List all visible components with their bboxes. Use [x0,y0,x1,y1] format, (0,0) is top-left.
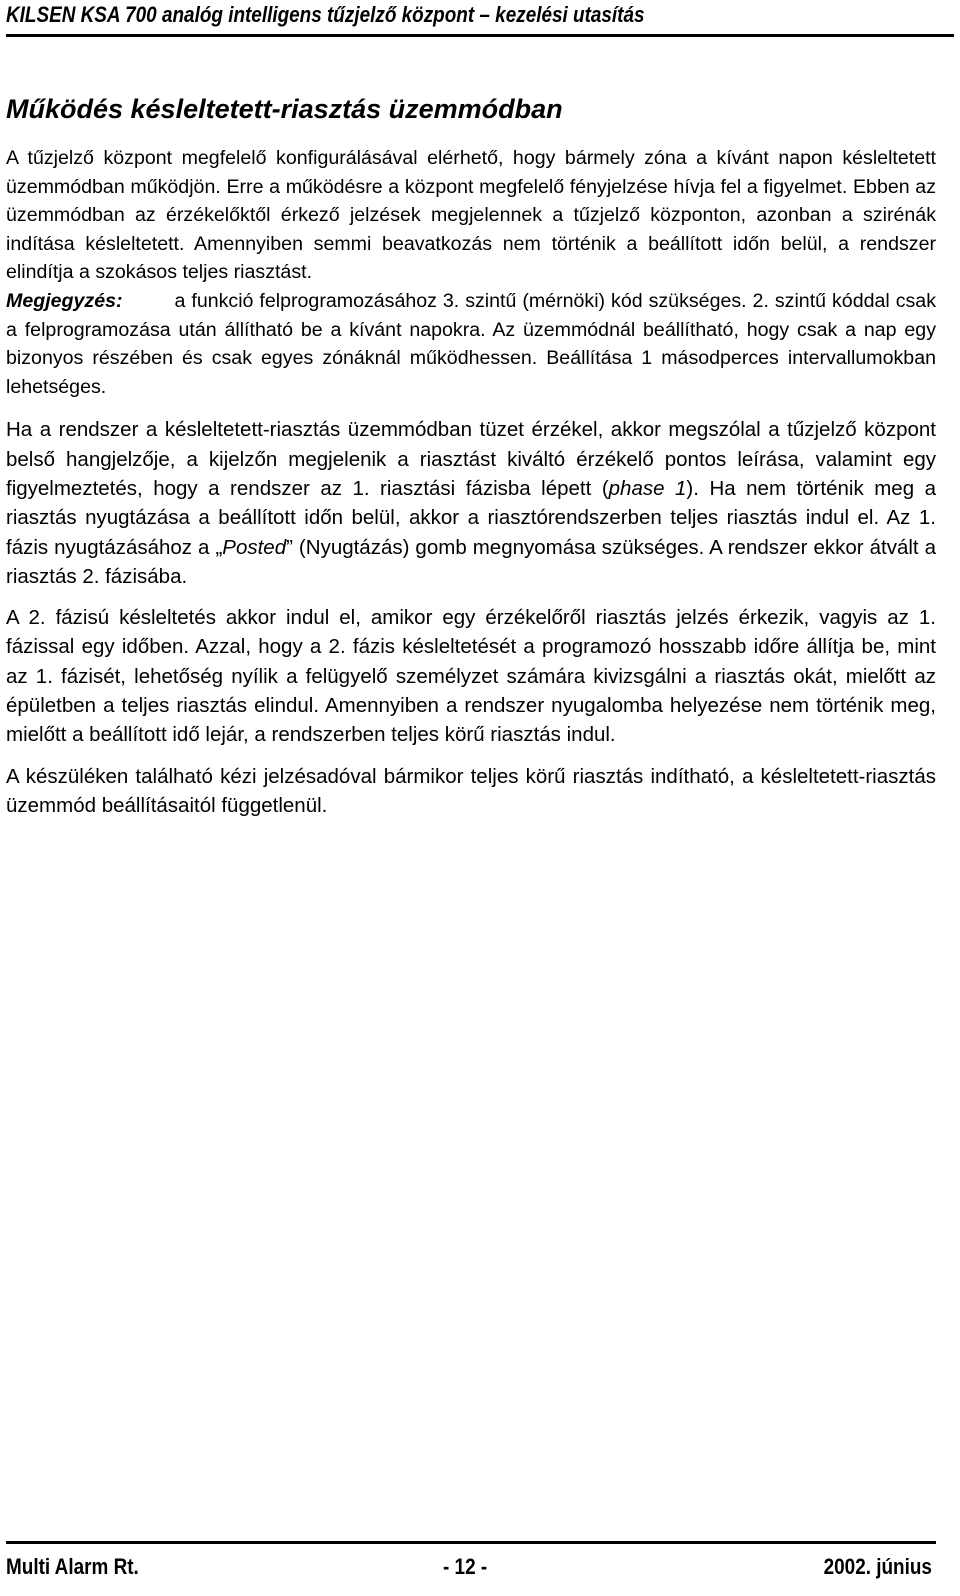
manual-call-point-paragraph: A készüléken található kézi jelzésadóval bármikor teljes körű riasztás indítható, a késleltetett-riasztás üzemmód beállításaitól függetlenül. [6,764,936,817]
intro-paragraph: A tűzjelző központ megfelelő konfigurálásával elérhető, hogy bármely zóna a kívánt napon késleltetett üzemmódban működjön. Erre a működésre a központ megfelelő fényjelzése hívja fel a figyelmet. Ebben az üzemmódban az érzékelőktől érkező jelzések megjelennek a tűzjelző központon, azonban a szirénák indítása késleltetett. Amennyiben semmi beavatkozás nem történik a beállított időn belül, a rendszer elindítja a szokásos teljes riasztást. [6,147,936,284]
posted-term: Posted [222,535,287,559]
para1-text-b: ). Ha nem történik meg a riasztás nyugtázása a beállított időn belül, akkor a riasztórendszerben teljes riasztás indul el. Az 1. fázis nyugtázásához a „ [6,476,937,559]
phase-term: phase 1 [608,476,687,500]
document-body [6,92,936,832]
section-heading: Működés késleltetett-riasztás üzemmódban [6,94,563,124]
note-paragraph [6,287,936,401]
footer-company: Multi Alarm Rt. [6,1554,139,1579]
note-text: a funkció felprogramozásához 3. szintű (mérnöki) kód szükséges. 2. szintű kóddal csak a felprogramozása után állítható be a kívánt napokra. Az üzemmódnál beállítható, hogy csak a nap egy bizonyos részében és csak egyes zónáknál működhessen. Beállítása 1 másodperces intervallumokban lehetséges. [6,289,936,398]
delayed-alarm-paragraph [6,415,936,591]
para1-text-a: Ha a rendszer a késleltetett-riasztás üzemmódban tüzet érzékel, akkor megszólal a tűzjelző központ belső hangjelzője, a kijelzőn megjelenik a riasztást kiváltó érzékelő pontos leírása, valamint egy figyelmeztetés, hogy a rendszer az 1. riasztási fázisba lépett ( [6,418,936,500]
para1-text-c: ” (Nyugtázás) gomb megnyomása szükséges. A rendszer ekkor átvált a riasztás 2. fázisába. [6,535,936,588]
page-footer [6,1541,936,1584]
page-header [6,0,954,37]
footer-page-number: - 12 - [443,1554,488,1579]
note-label: Megjegyzés: [6,289,123,312]
footer-date: 2002. június [823,1554,932,1579]
phase2-paragraph: A 2. fázisú késleltetés akkor indul el, amikor egy érzékelőről riasztás jelzés érkezik, vagyis az 1. fázissal egy időben. Azzal, hogy a 2. fázis késleltetését a programozó hosszabb időre állítja be, mint az 1. fázisét, lehetőség nyílik a felügyelő személyzet számára kivizsgálni a riasztás okát, mielőtt az épületben a teljes riasztás elindul. Amennyiben a rendszer nyugalomba helyezése nem történik meg, mielőtt a beállított idő lejár, a rendszerben teljes körű riasztás indul. [6,606,936,747]
document-title: KILSEN KSA 700 analóg intelligens tűzjelző központ – kezelési utasítás [6,2,645,27]
